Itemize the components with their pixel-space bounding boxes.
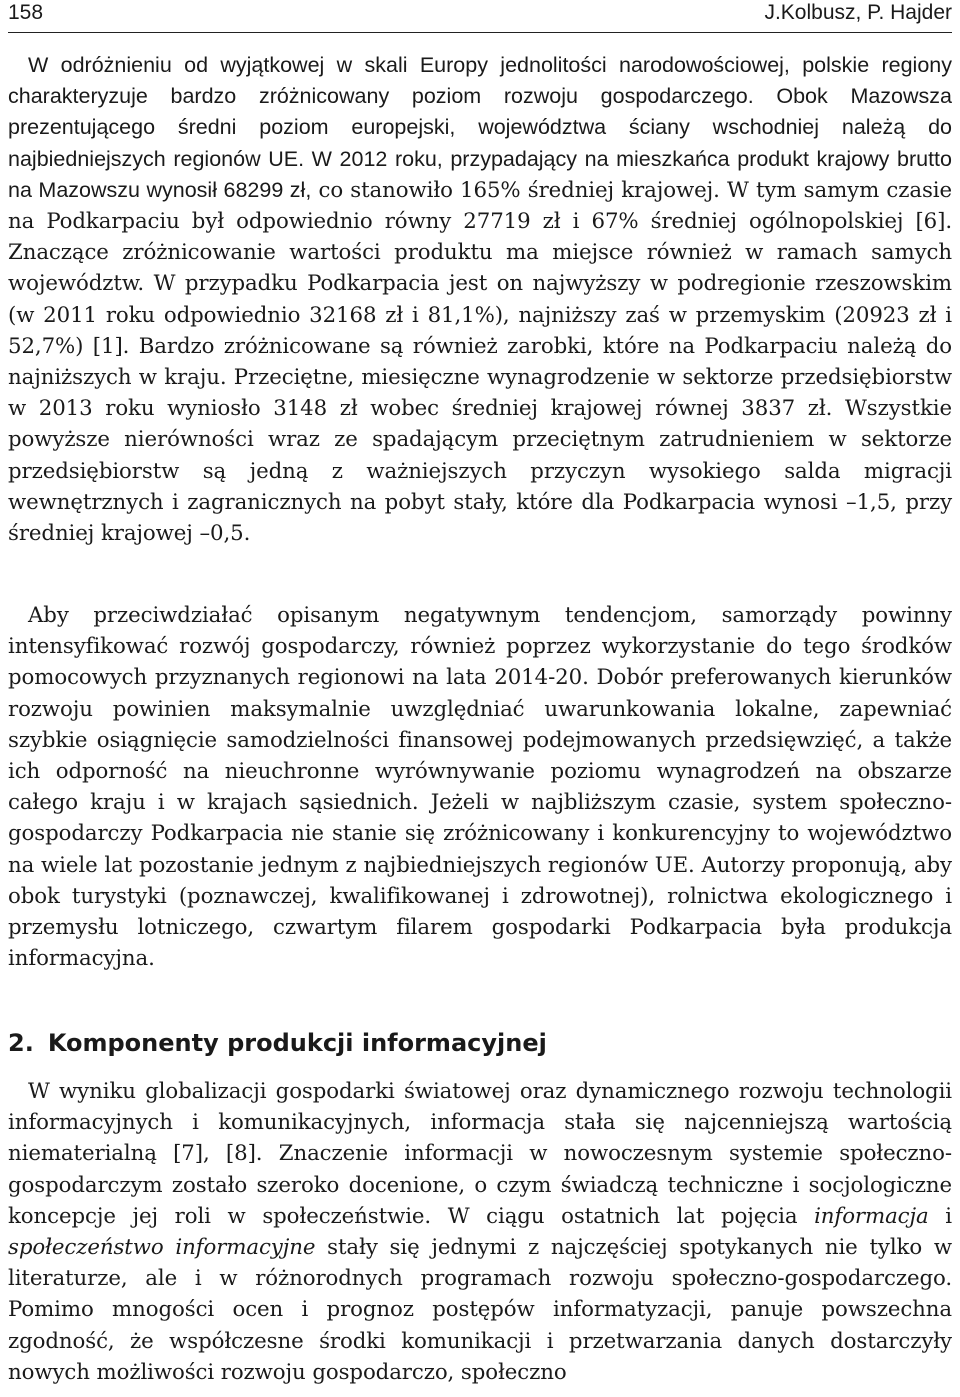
body-paragraph-3 <box>8 1076 952 1388</box>
paragraph-3-text-b: stały się jednymi z najczęściej spotykanych nie tylko w literaturze, ale i w różnorodnych programach rozwoju społeczno-gospodarczego. Pomimo mnogości ocen i prognoz postępów informatyzacji, panuje powszechna zgodność, że współczesne środki komunikacji i przetwarzania danych dostarczyły nowych możliwości rozwoju gospodarczo, społeczno <box>8 1235 952 1385</box>
section-number: 2. <box>8 1029 34 1057</box>
paragraph-1-serif-text: co stanowiło 165% średniej krajowej. W tym samym czasie na Podkarpaciu był odpowiednio równy 27719 zł i 67% średniej ogólnopolskiej [6]. Znaczące zróżnicowanie wartości produktu ma miejsce również w ramach samych województw. W przypadku Podkarpacia jest on najwyższy w podregionie rzeszowskim (w 2011 roku odpowiednio 32168 zł i 81,1%), najniższy zaś w przemyskim (20923 zł i 52,7%) [1]. Bardzo zróżnicowane są również zarobki, które na Podkarpaciu należą do najniższych w kraju. Przeciętne, miesięczne wynagrodzenie w sektorze przedsiębiorstw w 2013 roku wyniosło 3148 zł wobec średniej krajowej równej 3837 zł. Wszystkie powyższe nierówności wraz ze spadającym przeciętnym zatrudnieniem w sektorze przedsiębiorstw są jedną z ważniejszych przyczyn wysokiego salda migracji wewnętrznych i zagranicznych na pobyt stały, które dla Podkarpacia wynosi –1,5, przy średniej krajowej –0,5. <box>8 177 952 547</box>
body-paragraph-2: Aby przeciwdziałać opisanym negatywnym tendencjom, samorządy powinny intensyfikować rozwój gospodarczy, również poprzez wykorzystanie do tego środków pomocowych przyznanych regionowi na lata 2014-20. Dobór preferowanych kierunków rozwoju powinien maksymalnie uwzględniać uwarunkowania lokalne, zapewniać szybkie osiągnięcie samodzielności finansowej podejmowanych przedsięwzięć, a także ich odporność na nieuchronne wyrównywanie poziomu wynagrodzeń na obszarze całego kraju i w krajach sąsiednich. Jeżeli w najbliższym czasie, system społeczno-gospodarczy Podkarpacia nie stanie się zróżnicowany i konkurencyjny to województwo na wiele lat pozostanie jednym z najbiedniejszych regionów UE. Autorzy proponują, aby obok turystyki (poznawczej, kwalifikowanej i zdrowotnej), rolnictwa ekologicznego i przemysłu lotniczego, czwartym filarem gospodarki Podkarpacia była produkcja informacyjna. <box>8 603 952 972</box>
paragraph-3-connector: i <box>928 1203 952 1229</box>
paragraph-3-text-a: W wyniku globalizacji gospodarki światowej oraz dynamicznego rozwoju technologii informacyjnych i komunikacyjnych, informacja stała się najcenniejszą wartością niematerialną [7], [8]. Znaczenie informacji w nowoczesnym systemie społeczno-gospodarczym zostało szeroko docenione, o czym świadczą techniczne i socjologiczne koncepcje jej roli w społeczeństwie. W ciągu ostatnich lat pojęcia <box>8 1079 952 1229</box>
page-number: 158 <box>8 1 44 24</box>
term-spoleczenstwo-informacyjne: społeczeństwo informacyjne <box>8 1235 316 1261</box>
paragraph-1-sans-text: W odróżnieniu od wyjątkowej w skali Europy jednolitości narodowościowej, polskie regiony charakteryzuje bardzo zróżnicowany poziom rozwoju gospodarczego. Obok Mazowsza prezentującego średni poziom europejski, województwa ściany wschodniej należą do najbiedniejszych regionów UE. W 2012 roku, przypadający na mieszkańca produkt krajowy brutto na Mazowszu wynosił 68299 zł, <box>8 53 952 202</box>
term-informacja: informacja <box>814 1203 929 1229</box>
section-title: Komponenty produkcji informacyjnej <box>47 1029 547 1057</box>
body-paragraph-1 <box>8 50 952 549</box>
running-head-authors: J.Kolbusz, P. Hajder <box>764 1 952 24</box>
page-header <box>8 0 952 33</box>
section-heading <box>8 1023 547 1063</box>
